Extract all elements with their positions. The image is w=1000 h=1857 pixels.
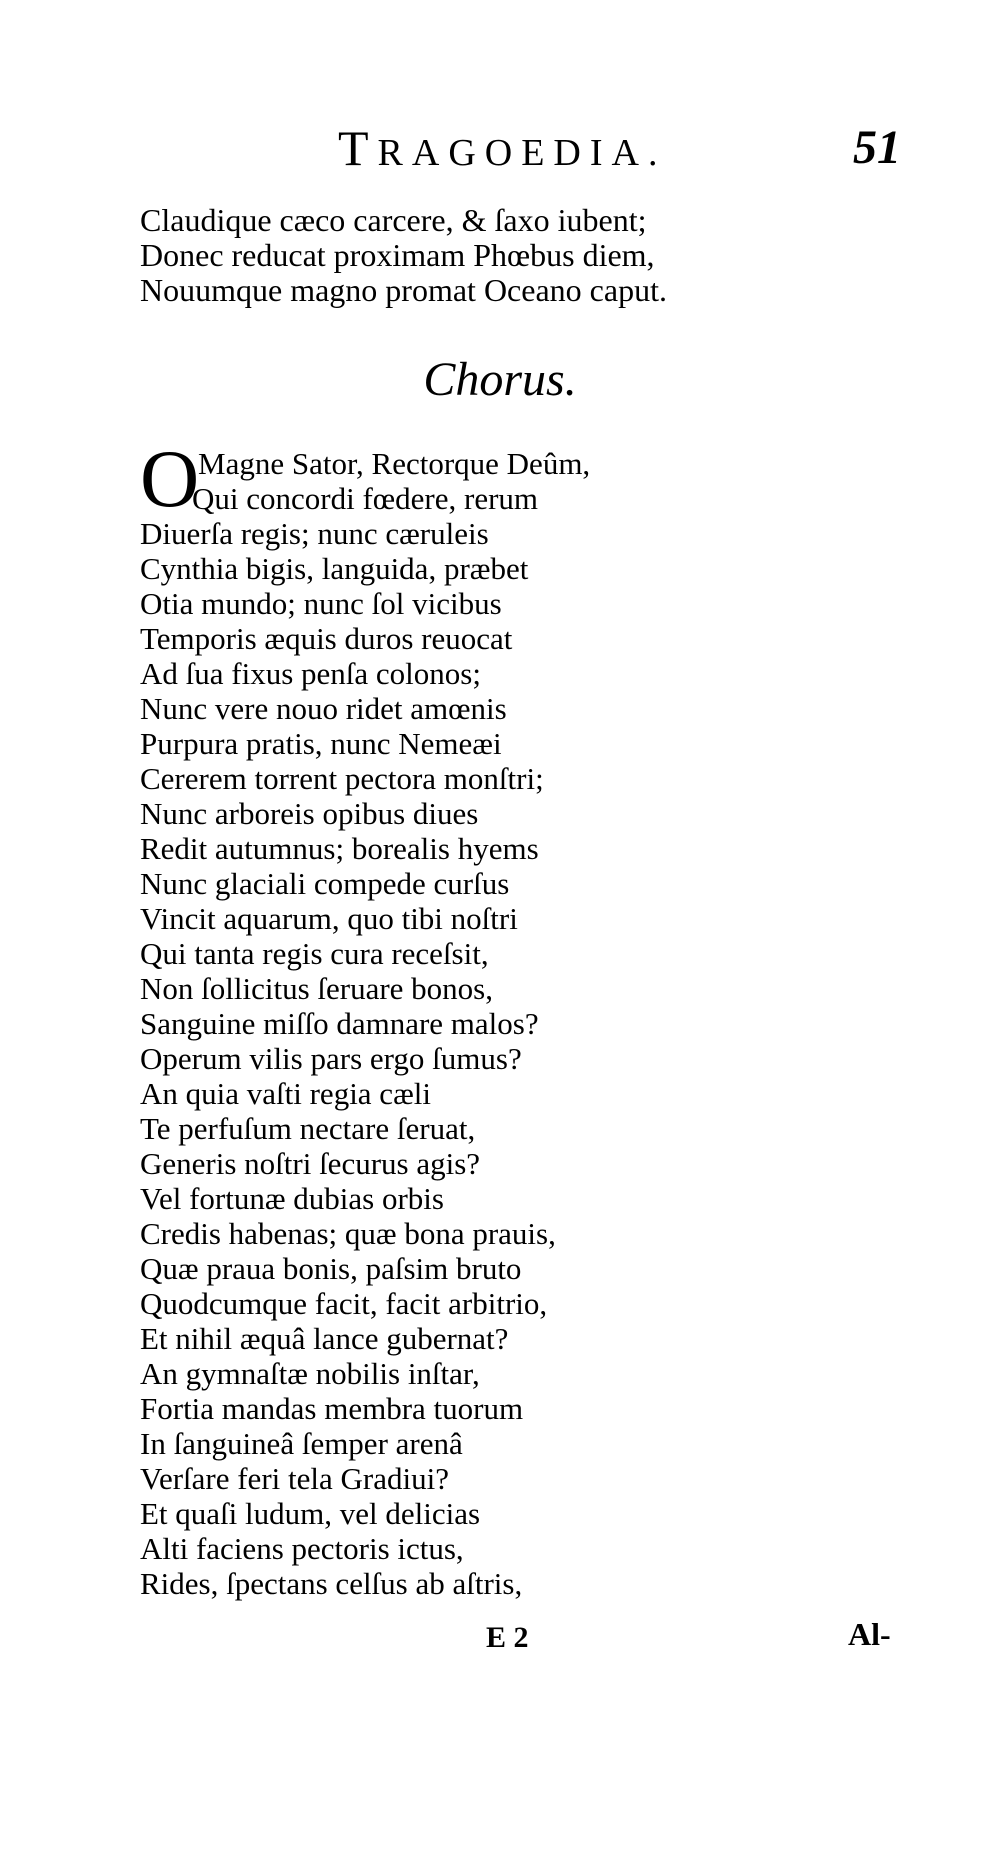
continuation-verse [140,203,667,308]
verse-line: Alti faciens pectoris ictus, [140,1531,464,1566]
section-heading: Chorus. [423,353,577,406]
verse-line: Otia mundo; nunc ſol vicibus [140,586,502,621]
chorus-opening [140,433,591,524]
verse-line: An quia vaſti regia cæli [140,1076,431,1111]
verse-line: Quæ praua bonis, paſsim bruto [140,1251,522,1286]
verse-line: Qui tanta regis cura receſsit, [140,936,489,971]
verse-line: Purpura pratis, nunc Nemeæi [140,726,502,761]
verse-line: Nunc vere nouo ridet amœnis [140,691,507,726]
chorus-verse [140,433,591,1601]
verse-line: Qui concordi fœdere, rerum [192,481,539,516]
verse-line: In ſanguineâ ſemper arenâ [140,1426,463,1461]
verse-line: Operum vilis pars ergo ſumus? [140,1041,522,1076]
drop-cap: O [140,433,200,524]
verse-line: Non ſollicitus ſeruare bonos, [140,971,493,1006]
verse-line: Generis noſtri ſecurus agis? [140,1146,481,1181]
verse-line: Et quaſi ludum, vel delicias [140,1496,481,1531]
verse-line: Ad ſua fixus penſa colonos; [140,656,481,691]
verse-line: Verſare feri tela Gradiui? [140,1461,449,1496]
page-number: 51 [853,121,901,174]
verse-line: Nunc arboreis opibus diues [140,796,479,831]
verse-line: Rides, ſpectans celſus ab aſtris, [140,1566,523,1601]
running-head-initial: T [338,120,378,176]
verse-line: Nouumque magno promat Oceano caput. [140,272,667,308]
verse-line: Nunc glaciali compede curſus [140,866,510,901]
verse-line: Te perfuſum nectare ſeruat, [140,1111,476,1146]
verse-line: Vincit aquarum, quo tibi noſtri [140,901,518,936]
verse-line: Cynthia bigis, languida, præbet [140,551,529,586]
verse-line: Fortia mandas membra tuorum [140,1391,524,1426]
verse-line: Redit autumnus; borealis hyems [140,831,539,866]
verse-line: Credis habenas; quæ bona prauis, [140,1216,556,1251]
chorus-lines [140,516,556,1601]
verse-line: Magne Sator, Rectorque Deûm, [198,446,591,481]
verse-line: Diuerſa regis; nunc cæruleis [140,516,489,551]
verse-line: Vel fortunæ dubias orbis [140,1181,444,1216]
running-head [338,120,667,176]
verse-line: Temporis æquis duros reuocat [140,621,513,656]
verse-line: Quodcumque facit, facit arbitrio, [140,1286,548,1321]
signature-mark: E 2 [486,1621,529,1654]
verse-line: Cererem torrent pectora monſtri; [140,761,544,796]
verse-line: An gymnaſtæ nobilis inſtar, [140,1356,480,1391]
verse-line: Donec reducat proximam Phœbus diem, [140,237,655,273]
running-head-rest: RAGOEDIA. [377,132,667,174]
verse-line: Claudique cæco carcere, & ſaxo iubent; [140,202,647,238]
verse-line: Sanguine miſſo damnare malos? [140,1006,539,1041]
verse-line: Et nihil æquâ lance gubernat? [140,1321,509,1356]
catchword: Al- [848,1616,891,1652]
